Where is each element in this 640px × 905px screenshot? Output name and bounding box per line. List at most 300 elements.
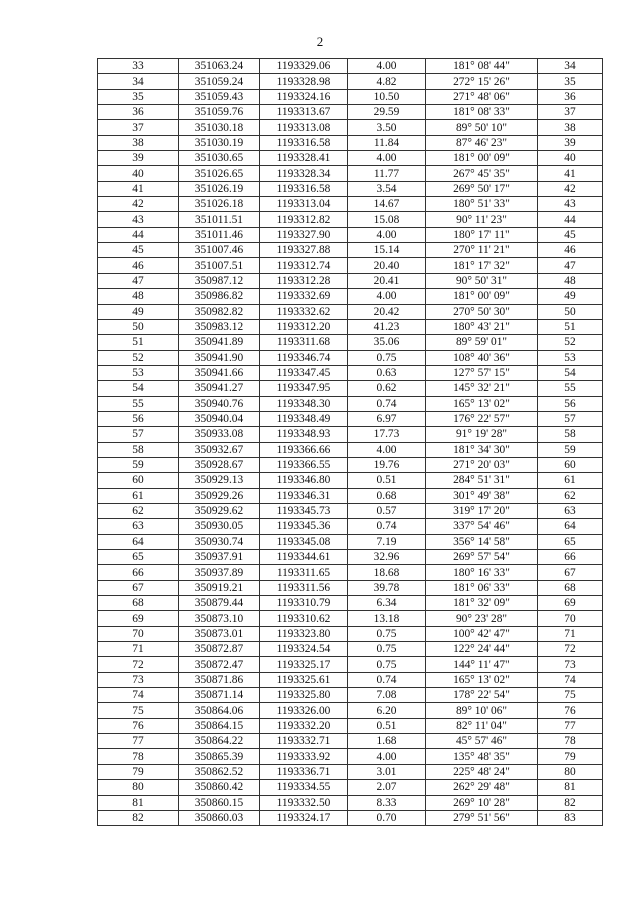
point-number-cell: 49 [98, 304, 179, 319]
distance-cell: 4.00 [348, 749, 426, 764]
point-number-cell: 59 [98, 457, 179, 472]
bearing-cell: 181° 32' 09" [426, 596, 538, 611]
point-number-cell: 38 [98, 135, 179, 150]
table-row [98, 411, 603, 426]
bearing-cell: 181° 17' 32" [426, 258, 538, 273]
next-point-cell: 44 [538, 212, 603, 227]
bearing-cell: 262° 29' 48" [426, 780, 538, 795]
next-point-cell: 34 [538, 59, 603, 74]
x-coordinate-cell: 350862.52 [179, 764, 260, 779]
bearing-cell: 284° 51' 31" [426, 473, 538, 488]
x-coordinate-cell: 350873.10 [179, 611, 260, 626]
x-coordinate-cell: 350873.01 [179, 626, 260, 641]
x-coordinate-cell: 350929.26 [179, 488, 260, 503]
point-number-cell: 34 [98, 74, 179, 89]
y-coordinate-cell: 1193328.41 [260, 151, 348, 166]
x-coordinate-cell: 350872.47 [179, 657, 260, 672]
table-row [98, 550, 603, 565]
distance-cell: 0.75 [348, 657, 426, 672]
table-row [98, 319, 603, 334]
point-number-cell: 42 [98, 197, 179, 212]
x-coordinate-cell: 351007.51 [179, 258, 260, 273]
point-number-cell: 47 [98, 273, 179, 288]
bearing-cell: 89° 59' 01" [426, 335, 538, 350]
next-point-cell: 46 [538, 243, 603, 258]
next-point-cell: 45 [538, 227, 603, 242]
table-row [98, 810, 603, 825]
next-point-cell: 60 [538, 457, 603, 472]
table-row [98, 534, 603, 549]
y-coordinate-cell: 1193311.65 [260, 565, 348, 580]
bearing-cell: 89° 10' 06" [426, 703, 538, 718]
next-point-cell: 52 [538, 335, 603, 350]
bearing-cell: 269° 57' 54" [426, 550, 538, 565]
y-coordinate-cell: 1193332.62 [260, 304, 348, 319]
next-point-cell: 42 [538, 181, 603, 196]
bearing-cell: 272° 15' 26" [426, 74, 538, 89]
distance-cell: 18.68 [348, 565, 426, 580]
table-row [98, 258, 603, 273]
distance-cell: 6.97 [348, 411, 426, 426]
y-coordinate-cell: 1193312.82 [260, 212, 348, 227]
y-coordinate-cell: 1193328.98 [260, 74, 348, 89]
point-number-cell: 45 [98, 243, 179, 258]
table-row [98, 657, 603, 672]
point-number-cell: 76 [98, 718, 179, 733]
table-row [98, 442, 603, 457]
x-coordinate-cell: 350982.82 [179, 304, 260, 319]
y-coordinate-cell: 1193316.58 [260, 181, 348, 196]
bearing-cell: 82° 11' 04" [426, 718, 538, 733]
distance-cell: 41.23 [348, 319, 426, 334]
y-coordinate-cell: 1193332.20 [260, 718, 348, 733]
x-coordinate-cell: 350941.27 [179, 381, 260, 396]
table-row [98, 135, 603, 150]
distance-cell: 3.01 [348, 764, 426, 779]
y-coordinate-cell: 1193326.00 [260, 703, 348, 718]
distance-cell: 7.08 [348, 688, 426, 703]
y-coordinate-cell: 1193313.08 [260, 120, 348, 135]
y-coordinate-cell: 1193346.31 [260, 488, 348, 503]
point-number-cell: 68 [98, 596, 179, 611]
table-row [98, 427, 603, 442]
bearing-cell: 337° 54' 46" [426, 519, 538, 534]
table-row [98, 672, 603, 687]
next-point-cell: 47 [538, 258, 603, 273]
point-number-cell: 35 [98, 89, 179, 104]
table-row [98, 764, 603, 779]
table-row [98, 734, 603, 749]
point-number-cell: 78 [98, 749, 179, 764]
point-number-cell: 77 [98, 734, 179, 749]
next-point-cell: 40 [538, 151, 603, 166]
y-coordinate-cell: 1193327.88 [260, 243, 348, 258]
next-point-cell: 59 [538, 442, 603, 457]
bearing-cell: 180° 43' 21" [426, 319, 538, 334]
x-coordinate-cell: 350940.04 [179, 411, 260, 426]
distance-cell: 0.74 [348, 672, 426, 687]
point-number-cell: 60 [98, 473, 179, 488]
y-coordinate-cell: 1193348.49 [260, 411, 348, 426]
y-coordinate-cell: 1193313.04 [260, 197, 348, 212]
table-row [98, 626, 603, 641]
y-coordinate-cell: 1193332.71 [260, 734, 348, 749]
table-row [98, 611, 603, 626]
distance-cell: 39.78 [348, 580, 426, 595]
y-coordinate-cell: 1193324.16 [260, 89, 348, 104]
bearing-cell: 180° 16' 33" [426, 565, 538, 580]
distance-cell: 3.50 [348, 120, 426, 135]
next-point-cell: 66 [538, 550, 603, 565]
bearing-cell: 270° 11' 21" [426, 243, 538, 258]
point-number-cell: 53 [98, 365, 179, 380]
table-row [98, 565, 603, 580]
point-number-cell: 51 [98, 335, 179, 350]
x-coordinate-cell: 351007.46 [179, 243, 260, 258]
table-row [98, 335, 603, 350]
y-coordinate-cell: 1193311.56 [260, 580, 348, 595]
x-coordinate-cell: 350864.22 [179, 734, 260, 749]
bearing-cell: 180° 51' 33" [426, 197, 538, 212]
bearing-cell: 90° 23' 28" [426, 611, 538, 626]
next-point-cell: 69 [538, 596, 603, 611]
next-point-cell: 79 [538, 749, 603, 764]
x-coordinate-cell: 351059.43 [179, 89, 260, 104]
distance-cell: 0.74 [348, 396, 426, 411]
x-coordinate-cell: 351026.18 [179, 197, 260, 212]
next-point-cell: 76 [538, 703, 603, 718]
bearing-cell: 181° 08' 44" [426, 59, 538, 74]
next-point-cell: 55 [538, 381, 603, 396]
table-row [98, 350, 603, 365]
distance-cell: 1.68 [348, 734, 426, 749]
table-row [98, 396, 603, 411]
x-coordinate-cell: 350937.91 [179, 550, 260, 565]
bearing-cell: 271° 20' 03" [426, 457, 538, 472]
x-coordinate-cell: 350860.15 [179, 795, 260, 810]
table-row [98, 718, 603, 733]
x-coordinate-cell: 351026.65 [179, 166, 260, 181]
point-number-cell: 71 [98, 642, 179, 657]
coordinates-table [97, 58, 603, 826]
bearing-cell: 225° 48' 24" [426, 764, 538, 779]
table-row [98, 780, 603, 795]
point-number-cell: 80 [98, 780, 179, 795]
bearing-cell: 135° 48' 35" [426, 749, 538, 764]
y-coordinate-cell: 1193336.71 [260, 764, 348, 779]
table-row [98, 688, 603, 703]
next-point-cell: 56 [538, 396, 603, 411]
distance-cell: 15.08 [348, 212, 426, 227]
point-number-cell: 43 [98, 212, 179, 227]
x-coordinate-cell: 350940.76 [179, 396, 260, 411]
next-point-cell: 43 [538, 197, 603, 212]
x-coordinate-cell: 350872.87 [179, 642, 260, 657]
x-coordinate-cell: 350864.15 [179, 718, 260, 733]
y-coordinate-cell: 1193345.36 [260, 519, 348, 534]
table-row [98, 151, 603, 166]
next-point-cell: 63 [538, 503, 603, 518]
table-row [98, 197, 603, 212]
y-coordinate-cell: 1193329.06 [260, 59, 348, 74]
bearing-cell: 181° 00' 09" [426, 289, 538, 304]
y-coordinate-cell: 1193316.58 [260, 135, 348, 150]
bearing-cell: 178° 22' 54" [426, 688, 538, 703]
distance-cell: 10.50 [348, 89, 426, 104]
distance-cell: 19.76 [348, 457, 426, 472]
x-coordinate-cell: 350879.44 [179, 596, 260, 611]
point-number-cell: 73 [98, 672, 179, 687]
x-coordinate-cell: 350860.03 [179, 810, 260, 825]
point-number-cell: 56 [98, 411, 179, 426]
x-coordinate-cell: 350929.62 [179, 503, 260, 518]
x-coordinate-cell: 351030.19 [179, 135, 260, 150]
bearing-cell: 181° 00' 09" [426, 151, 538, 166]
bearing-cell: 90° 11' 23" [426, 212, 538, 227]
x-coordinate-cell: 350983.12 [179, 319, 260, 334]
distance-cell: 0.51 [348, 718, 426, 733]
distance-cell: 7.19 [348, 534, 426, 549]
next-point-cell: 36 [538, 89, 603, 104]
next-point-cell: 77 [538, 718, 603, 733]
table-row [98, 795, 603, 810]
point-number-cell: 67 [98, 580, 179, 595]
next-point-cell: 50 [538, 304, 603, 319]
y-coordinate-cell: 1193345.08 [260, 534, 348, 549]
x-coordinate-cell: 351026.19 [179, 181, 260, 196]
y-coordinate-cell: 1193310.79 [260, 596, 348, 611]
distance-cell: 0.75 [348, 626, 426, 641]
bearing-cell: 176° 22' 57" [426, 411, 538, 426]
point-number-cell: 57 [98, 427, 179, 442]
y-coordinate-cell: 1193344.61 [260, 550, 348, 565]
next-point-cell: 72 [538, 642, 603, 657]
y-coordinate-cell: 1193312.28 [260, 273, 348, 288]
next-point-cell: 74 [538, 672, 603, 687]
distance-cell: 32.96 [348, 550, 426, 565]
distance-cell: 11.84 [348, 135, 426, 150]
table-row [98, 304, 603, 319]
distance-cell: 4.00 [348, 59, 426, 74]
y-coordinate-cell: 1193366.66 [260, 442, 348, 457]
next-point-cell: 35 [538, 74, 603, 89]
x-coordinate-cell: 350941.66 [179, 365, 260, 380]
distance-cell: 4.00 [348, 442, 426, 457]
next-point-cell: 51 [538, 319, 603, 334]
bearing-cell: 279° 51' 56" [426, 810, 538, 825]
point-number-cell: 66 [98, 565, 179, 580]
table-row [98, 243, 603, 258]
bearing-cell: 271° 48' 06" [426, 89, 538, 104]
y-coordinate-cell: 1193366.55 [260, 457, 348, 472]
next-point-cell: 53 [538, 350, 603, 365]
page-number: 2 [316, 34, 324, 49]
x-coordinate-cell: 351011.51 [179, 212, 260, 227]
distance-cell: 6.34 [348, 596, 426, 611]
bearing-cell: 267° 45' 35" [426, 166, 538, 181]
point-number-cell: 75 [98, 703, 179, 718]
distance-cell: 35.06 [348, 335, 426, 350]
x-coordinate-cell: 350860.42 [179, 780, 260, 795]
x-coordinate-cell: 350864.06 [179, 703, 260, 718]
distance-cell: 15.14 [348, 243, 426, 258]
x-coordinate-cell: 350941.89 [179, 335, 260, 350]
distance-cell: 8.33 [348, 795, 426, 810]
next-point-cell: 65 [538, 534, 603, 549]
next-point-cell: 57 [538, 411, 603, 426]
bearing-cell: 127° 57' 15" [426, 365, 538, 380]
bearing-cell: 91° 19' 28" [426, 427, 538, 442]
distance-cell: 4.00 [348, 227, 426, 242]
table-row [98, 289, 603, 304]
point-number-cell: 54 [98, 381, 179, 396]
table-row [98, 166, 603, 181]
y-coordinate-cell: 1193325.80 [260, 688, 348, 703]
x-coordinate-cell: 350919.21 [179, 580, 260, 595]
table-row [98, 642, 603, 657]
y-coordinate-cell: 1193346.80 [260, 473, 348, 488]
x-coordinate-cell: 351030.18 [179, 120, 260, 135]
next-point-cell: 37 [538, 105, 603, 120]
y-coordinate-cell: 1193312.20 [260, 319, 348, 334]
point-number-cell: 64 [98, 534, 179, 549]
y-coordinate-cell: 1193334.55 [260, 780, 348, 795]
x-coordinate-cell: 350929.13 [179, 473, 260, 488]
y-coordinate-cell: 1193325.17 [260, 657, 348, 672]
bearing-cell: 165° 13' 02" [426, 396, 538, 411]
point-number-cell: 65 [98, 550, 179, 565]
bearing-cell: 89° 50' 10" [426, 120, 538, 135]
table-row [98, 457, 603, 472]
bearing-cell: 165° 13' 02" [426, 672, 538, 687]
next-point-cell: 54 [538, 365, 603, 380]
x-coordinate-cell: 350871.14 [179, 688, 260, 703]
distance-cell: 4.00 [348, 151, 426, 166]
distance-cell: 0.63 [348, 365, 426, 380]
distance-cell: 20.40 [348, 258, 426, 273]
next-point-cell: 73 [538, 657, 603, 672]
table-row [98, 120, 603, 135]
x-coordinate-cell: 350930.05 [179, 519, 260, 534]
point-number-cell: 74 [98, 688, 179, 703]
point-number-cell: 37 [98, 120, 179, 135]
table-row [98, 473, 603, 488]
point-number-cell: 70 [98, 626, 179, 641]
table-row [98, 365, 603, 380]
next-point-cell: 80 [538, 764, 603, 779]
y-coordinate-cell: 1193328.34 [260, 166, 348, 181]
y-coordinate-cell: 1193313.67 [260, 105, 348, 120]
next-point-cell: 49 [538, 289, 603, 304]
bearing-cell: 122° 24' 44" [426, 642, 538, 657]
y-coordinate-cell: 1193310.62 [260, 611, 348, 626]
point-number-cell: 44 [98, 227, 179, 242]
y-coordinate-cell: 1193348.93 [260, 427, 348, 442]
x-coordinate-cell: 350986.82 [179, 289, 260, 304]
x-coordinate-cell: 350928.67 [179, 457, 260, 472]
bearing-cell: 270° 50' 30" [426, 304, 538, 319]
table-row [98, 580, 603, 595]
distance-cell: 14.67 [348, 197, 426, 212]
next-point-cell: 38 [538, 120, 603, 135]
bearing-cell: 180° 17' 11" [426, 227, 538, 242]
point-number-cell: 39 [98, 151, 179, 166]
point-number-cell: 55 [98, 396, 179, 411]
y-coordinate-cell: 1193332.50 [260, 795, 348, 810]
bearing-cell: 87° 46' 23" [426, 135, 538, 150]
next-point-cell: 58 [538, 427, 603, 442]
y-coordinate-cell: 1193324.54 [260, 642, 348, 657]
bearing-cell: 144° 11' 47" [426, 657, 538, 672]
table-row [98, 749, 603, 764]
bearing-cell: 108° 40' 36" [426, 350, 538, 365]
next-point-cell: 70 [538, 611, 603, 626]
point-number-cell: 61 [98, 488, 179, 503]
distance-cell: 13.18 [348, 611, 426, 626]
y-coordinate-cell: 1193346.74 [260, 350, 348, 365]
distance-cell: 0.51 [348, 473, 426, 488]
next-point-cell: 81 [538, 780, 603, 795]
bearing-cell: 269° 10' 28" [426, 795, 538, 810]
next-point-cell: 83 [538, 810, 603, 825]
next-point-cell: 64 [538, 519, 603, 534]
x-coordinate-cell: 351059.24 [179, 74, 260, 89]
table-row [98, 381, 603, 396]
distance-cell: 0.75 [348, 350, 426, 365]
point-number-cell: 69 [98, 611, 179, 626]
x-coordinate-cell: 350937.89 [179, 565, 260, 580]
x-coordinate-cell: 350933.08 [179, 427, 260, 442]
bearing-cell: 45° 57' 46" [426, 734, 538, 749]
distance-cell: 0.70 [348, 810, 426, 825]
point-number-cell: 52 [98, 350, 179, 365]
distance-cell: 20.42 [348, 304, 426, 319]
point-number-cell: 50 [98, 319, 179, 334]
distance-cell: 2.07 [348, 780, 426, 795]
point-number-cell: 40 [98, 166, 179, 181]
y-coordinate-cell: 1193347.95 [260, 381, 348, 396]
next-point-cell: 41 [538, 166, 603, 181]
distance-cell: 17.73 [348, 427, 426, 442]
next-point-cell: 71 [538, 626, 603, 641]
x-coordinate-cell: 350865.39 [179, 749, 260, 764]
x-coordinate-cell: 351059.76 [179, 105, 260, 120]
bearing-cell: 145° 32' 21" [426, 381, 538, 396]
table-row [98, 273, 603, 288]
bearing-cell: 90° 50' 31" [426, 273, 538, 288]
point-number-cell: 81 [98, 795, 179, 810]
y-coordinate-cell: 1193311.68 [260, 335, 348, 350]
x-coordinate-cell: 350930.74 [179, 534, 260, 549]
bearing-cell: 181° 08' 33" [426, 105, 538, 120]
y-coordinate-cell: 1193332.69 [260, 289, 348, 304]
table-row [98, 703, 603, 718]
y-coordinate-cell: 1193312.74 [260, 258, 348, 273]
x-coordinate-cell: 350941.90 [179, 350, 260, 365]
table-row [98, 519, 603, 534]
point-number-cell: 58 [98, 442, 179, 457]
next-point-cell: 48 [538, 273, 603, 288]
y-coordinate-cell: 1193333.92 [260, 749, 348, 764]
next-point-cell: 62 [538, 488, 603, 503]
bearing-cell: 356° 14' 58" [426, 534, 538, 549]
y-coordinate-cell: 1193347.45 [260, 365, 348, 380]
x-coordinate-cell: 351011.46 [179, 227, 260, 242]
y-coordinate-cell: 1193345.73 [260, 503, 348, 518]
table-row [98, 227, 603, 242]
distance-cell: 0.68 [348, 488, 426, 503]
bearing-cell: 100° 42' 47" [426, 626, 538, 641]
